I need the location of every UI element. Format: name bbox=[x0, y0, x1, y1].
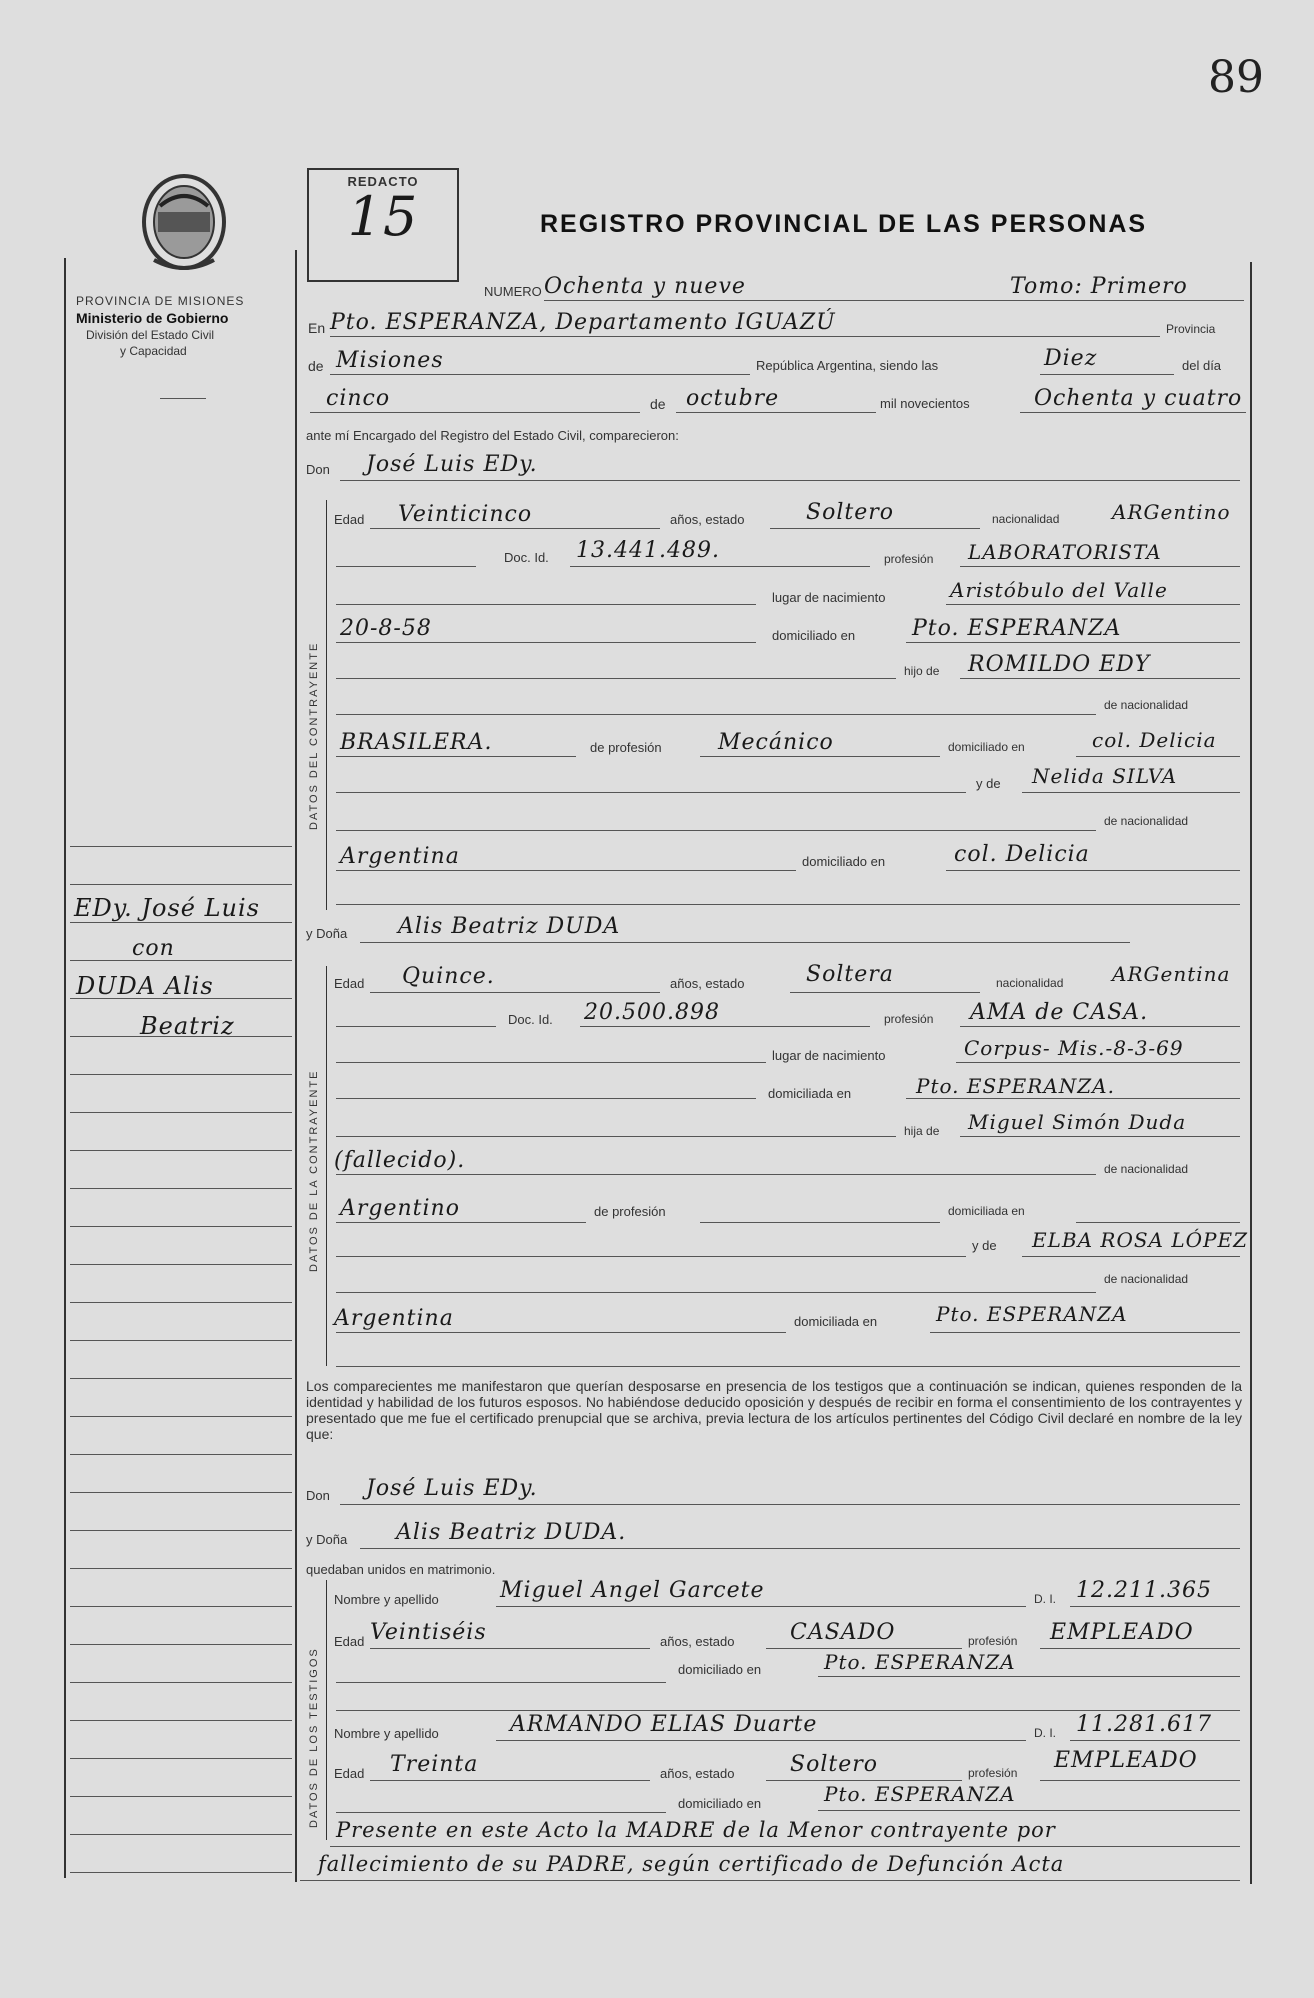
page-number: 89 bbox=[1208, 52, 1264, 103]
t1-profesion: EMPLEADO bbox=[1050, 1620, 1194, 1645]
t1-estado: CASADO bbox=[790, 1620, 896, 1645]
rule bbox=[340, 1504, 1240, 1505]
t2-domicilio: Pto. ESPERANZA bbox=[824, 1782, 1016, 1806]
rule bbox=[336, 830, 1096, 831]
note-rule bbox=[70, 1606, 292, 1607]
hora-value: Diez bbox=[1044, 346, 1098, 371]
f-y-de-label: y de bbox=[972, 1238, 997, 1253]
margin-note-line: con bbox=[132, 936, 175, 961]
division-label: División del Estado Civil bbox=[86, 328, 215, 342]
c-domicilio: Pto. ESPERANZA bbox=[912, 616, 1122, 641]
c-de-nac-label: de nacionalidad bbox=[1104, 698, 1189, 712]
t2-di-label: D. I. bbox=[1034, 1726, 1057, 1740]
rule bbox=[496, 1606, 1026, 1607]
en-label: En bbox=[308, 320, 326, 336]
provincia-label: Provincia bbox=[1166, 322, 1216, 336]
rule bbox=[360, 942, 1130, 943]
rule bbox=[340, 480, 1240, 481]
c-nacionalidad: ARGentino bbox=[1112, 500, 1231, 524]
unidos-text: quedaban unidos en matrimonio. bbox=[306, 1562, 496, 1577]
contrayenta-side-label: DATOS DE LA CONTRAYENTE bbox=[308, 1069, 320, 1272]
rule bbox=[1076, 1222, 1240, 1223]
decl-don: José Luis EDy. bbox=[366, 1476, 538, 1501]
rule bbox=[330, 374, 750, 375]
c-doc-label: Doc. Id. bbox=[504, 550, 549, 565]
f-de-nac-label: de nacionalidad bbox=[1104, 1162, 1189, 1176]
rule bbox=[818, 1810, 1240, 1811]
f-profesion: AMA de CASA. bbox=[970, 1000, 1149, 1025]
don-label: Don bbox=[306, 462, 330, 477]
rule bbox=[336, 1098, 756, 1099]
note-rule bbox=[70, 1416, 292, 1417]
right-border bbox=[1250, 262, 1252, 1884]
mes-value: octubre bbox=[686, 386, 780, 411]
rule bbox=[1070, 1606, 1240, 1607]
f-de-nac-label-2: de nacionalidad bbox=[1104, 1272, 1189, 1286]
en-value: Pto. ESPERANZA, Departamento IGUAZÚ bbox=[330, 310, 836, 335]
rule bbox=[1070, 1740, 1240, 1741]
f-madre-nac: Argentina bbox=[334, 1306, 454, 1331]
tomo-value: Tomo: Primero bbox=[1010, 274, 1188, 299]
f-padre-dom-label: domiciliada en bbox=[948, 1204, 1025, 1218]
rule bbox=[336, 566, 476, 567]
f-domiciliada-label: domiciliada en bbox=[768, 1086, 852, 1101]
del-dia-label: del día bbox=[1182, 358, 1222, 373]
rule bbox=[336, 714, 1096, 715]
rule bbox=[700, 1222, 940, 1223]
c-doc: 13.441.489. bbox=[576, 538, 720, 563]
registry-title: REGISTRO PROVINCIAL DE LAS PERSONAS bbox=[540, 210, 1148, 238]
rule bbox=[580, 1026, 870, 1027]
note-rule bbox=[70, 1074, 292, 1075]
margin-note-line: EDy. José Luis bbox=[74, 894, 260, 922]
rule bbox=[336, 1366, 1240, 1367]
rule bbox=[960, 1136, 1240, 1137]
rule bbox=[544, 300, 1244, 301]
f-nacionalidad-label: nacionalidad bbox=[996, 976, 1064, 990]
t1-profesion-label: profesión bbox=[968, 1634, 1018, 1648]
note-rule bbox=[70, 1302, 292, 1303]
t1-di-label: D. I. bbox=[1034, 1592, 1057, 1606]
rule bbox=[310, 412, 640, 413]
note-rule bbox=[70, 846, 292, 847]
note-rule bbox=[70, 1150, 292, 1151]
c-lugar-label: lugar de nacimiento bbox=[772, 590, 886, 605]
t1-domicilio: Pto. ESPERANZA bbox=[824, 1650, 1016, 1674]
rule bbox=[336, 678, 896, 679]
redacto-label: REDACTO bbox=[347, 174, 419, 189]
ante-text: ante mí Encargado del Registro del Estado Civil, comparecieron: bbox=[306, 428, 679, 443]
f-profesion-label: profesión bbox=[884, 1012, 934, 1026]
note-rule bbox=[70, 1644, 292, 1645]
rule bbox=[336, 756, 576, 757]
c-domiciliado-label: domiciliado en bbox=[772, 628, 856, 643]
rule bbox=[336, 870, 796, 871]
rule bbox=[336, 1812, 666, 1813]
c-nacionalidad-label: nacionalidad bbox=[992, 512, 1060, 526]
t1-nombre: Miguel Angel Garcete bbox=[500, 1578, 765, 1603]
de-mes-label: de bbox=[650, 396, 666, 412]
mil-novecientos-label: mil novecientos bbox=[880, 396, 970, 411]
f-madre-dom: Pto. ESPERANZA bbox=[936, 1302, 1128, 1326]
f-padre-nac: Argentino bbox=[340, 1196, 460, 1221]
c-padre-prof: Mecánico bbox=[718, 730, 834, 755]
rule bbox=[1040, 374, 1174, 375]
f-domicilio: Pto. ESPERANZA. bbox=[916, 1074, 1115, 1098]
redacto-box bbox=[307, 168, 459, 282]
rule bbox=[336, 1332, 786, 1333]
rule bbox=[906, 642, 1240, 643]
numero-value: Ochenta y nueve bbox=[544, 274, 746, 299]
c-lugar: Aristóbulo del Valle bbox=[950, 578, 1168, 602]
rule bbox=[336, 1710, 1240, 1711]
rule bbox=[370, 1648, 650, 1649]
note-rule bbox=[70, 1834, 292, 1835]
margin-note-line: DUDA Alis bbox=[76, 972, 214, 1000]
f-lugar-label: lugar de nacimiento bbox=[772, 1048, 886, 1063]
c-edad-label: Edad bbox=[334, 512, 365, 527]
f-doc: 20.500.898 bbox=[584, 1000, 720, 1025]
rule bbox=[1020, 412, 1246, 413]
c-edad: Veinticinco bbox=[398, 502, 533, 527]
note-rule bbox=[70, 1264, 292, 1265]
rule bbox=[960, 566, 1240, 567]
dona-label: y Doña bbox=[306, 926, 348, 941]
rule bbox=[1022, 792, 1240, 793]
c-padre-dom: col. Delicia bbox=[1092, 728, 1217, 752]
c-profesion: LABORATORISTA bbox=[968, 540, 1162, 564]
rule bbox=[336, 1136, 896, 1137]
note-rule bbox=[70, 1454, 292, 1455]
note-rule bbox=[70, 1112, 292, 1113]
contrayenta-bracket bbox=[326, 966, 327, 1366]
t1-anios-estado: años, estado bbox=[660, 1634, 735, 1649]
rule bbox=[1022, 1256, 1240, 1257]
rule bbox=[946, 604, 1240, 605]
c-estado: Soltero bbox=[806, 500, 894, 525]
t2-edad: Treinta bbox=[390, 1752, 479, 1777]
f-madre-dom-label: domiciliada en bbox=[794, 1314, 878, 1329]
rule bbox=[336, 1062, 766, 1063]
rule bbox=[956, 1062, 1240, 1063]
rule bbox=[676, 412, 876, 413]
t1-di: 12.211.365 bbox=[1076, 1578, 1212, 1603]
anio-value: Ochenta y cuatro bbox=[1034, 386, 1243, 411]
de-label: de bbox=[308, 358, 324, 374]
note-rule bbox=[70, 1378, 292, 1379]
declaration-paragraph: Los comparecientes me manifestaron que querían desposarse en presencia de los testigos que a continuación se indican, quienes responden de la identidad y habilidad de los futuros esposos. No habiéndose deducido oposición y después de recibir en forma el consentimiento de los contrayentes y presentado que me fue el certificado prenupcial que se archiva, previa lectura de los artículos pertinentes del Código Civil declaré en nombre de la ley que: bbox=[306, 1378, 1242, 1442]
note-rule bbox=[70, 1796, 292, 1797]
rule bbox=[370, 528, 660, 529]
t1-edad-label: Edad bbox=[334, 1634, 365, 1649]
rule bbox=[960, 1026, 1240, 1027]
t2-estado: Soltero bbox=[790, 1752, 878, 1777]
rule bbox=[336, 1256, 966, 1257]
rule bbox=[1076, 756, 1240, 757]
note-rule bbox=[70, 1568, 292, 1569]
provincia-value: Misiones bbox=[336, 348, 444, 373]
f-edad-label: Edad bbox=[334, 976, 365, 991]
ministry-label: Ministerio de Gobierno bbox=[76, 310, 229, 326]
t2-domiciliado-label: domiciliado en bbox=[678, 1796, 762, 1811]
note-rule bbox=[70, 1758, 292, 1759]
rule bbox=[570, 566, 870, 567]
c-padre: ROMILDO EDY bbox=[968, 652, 1151, 677]
f-edad: Quince. bbox=[402, 964, 495, 989]
rule bbox=[336, 1026, 496, 1027]
rule bbox=[1040, 1780, 1240, 1781]
province-label: PROVINCIA DE MISIONES bbox=[76, 294, 245, 308]
t2-profesion: EMPLEADO bbox=[1054, 1748, 1198, 1773]
margin-note-line: Beatriz bbox=[140, 1012, 235, 1040]
c-anios-estado: años, estado bbox=[670, 512, 745, 527]
republica-text: República Argentina, siendo las bbox=[756, 358, 939, 373]
note-rule bbox=[70, 1720, 292, 1721]
rule bbox=[336, 1222, 586, 1223]
t2-nombre-label: Nombre y apellido bbox=[334, 1726, 439, 1741]
rule bbox=[1040, 1648, 1240, 1649]
note-line-1: Presente en este Acto la MADRE de la Menor contrayente por bbox=[336, 1818, 1056, 1842]
rule bbox=[336, 604, 756, 605]
redacto-mark: 15 bbox=[347, 185, 419, 248]
c-fecha: 20-8-58 bbox=[340, 616, 432, 641]
rule bbox=[336, 792, 966, 793]
note-rule bbox=[70, 1530, 292, 1531]
numero-label: NUMERO bbox=[484, 284, 542, 299]
note-rule bbox=[70, 960, 292, 961]
decl-don-label: Don bbox=[306, 1488, 330, 1503]
t1-edad: Veintiséis bbox=[370, 1620, 487, 1645]
c-de-profesion-label: de profesión bbox=[590, 740, 662, 755]
rule bbox=[336, 1174, 1096, 1175]
rule bbox=[336, 904, 1240, 905]
testigos-bracket bbox=[326, 1580, 327, 1840]
column-divider bbox=[295, 250, 297, 1882]
testigos-side-label: DATOS DE LOS TESTIGOS bbox=[308, 1647, 320, 1828]
rule bbox=[336, 1682, 666, 1683]
dona-value: Alis Beatriz DUDA bbox=[398, 914, 621, 939]
f-anios-estado: años, estado bbox=[670, 976, 745, 991]
rule bbox=[370, 1780, 650, 1781]
t2-di: 11.281.617 bbox=[1076, 1712, 1212, 1737]
c-de-nac-label-2: de nacionalidad bbox=[1104, 814, 1189, 828]
f-estado: Soltera bbox=[806, 962, 894, 987]
f-lugar: Corpus- Mis.-8-3-69 bbox=[964, 1036, 1184, 1060]
f-fallecido: (fallecido). bbox=[334, 1148, 466, 1173]
rule bbox=[336, 1292, 1096, 1293]
rule bbox=[770, 528, 980, 529]
f-doc-label: Doc. Id. bbox=[508, 1012, 553, 1027]
decl-dona: Alis Beatriz DUDA. bbox=[396, 1520, 627, 1545]
f-nacionalidad: ARGentina bbox=[1112, 962, 1231, 986]
rule bbox=[330, 336, 1160, 337]
c-padre-nac: BRASILERA. bbox=[340, 730, 493, 755]
rule bbox=[330, 1846, 1240, 1847]
decl-dona-label: y Doña bbox=[306, 1532, 348, 1547]
c-profesion-label: profesión bbox=[884, 552, 934, 566]
c-madre-dom: col. Delicia bbox=[954, 842, 1090, 867]
t2-anios-estado: años, estado bbox=[660, 1766, 735, 1781]
c-hijo-label: hijo de bbox=[904, 664, 940, 678]
rule bbox=[370, 992, 660, 993]
rule bbox=[300, 1880, 1240, 1881]
note-line-2: fallecimiento de su PADRE, según certificado de Defunción Acta bbox=[318, 1852, 1065, 1876]
dia-value: cinco bbox=[326, 386, 391, 411]
contrayente-bracket bbox=[326, 500, 327, 910]
rule bbox=[906, 1098, 1240, 1099]
note-rule bbox=[70, 1188, 292, 1189]
t2-profesion-label: profesión bbox=[968, 1766, 1018, 1780]
f-padre: Miguel Simón Duda bbox=[968, 1110, 1187, 1134]
note-rule bbox=[70, 1492, 292, 1493]
t2-nombre: ARMANDO ELIAS Duarte bbox=[510, 1712, 818, 1737]
t2-edad-label: Edad bbox=[334, 1766, 365, 1781]
rule bbox=[700, 756, 940, 757]
rule bbox=[336, 642, 756, 643]
note-rule bbox=[70, 1226, 292, 1227]
note-rule bbox=[70, 1872, 292, 1873]
c-y-de-label: y de bbox=[976, 776, 1001, 791]
f-madre: ELBA ROSA LÓPEZ bbox=[1032, 1228, 1248, 1252]
rule bbox=[818, 1676, 1240, 1677]
capacity-label: y Capacidad bbox=[120, 344, 187, 358]
rule bbox=[946, 870, 1240, 871]
note-rule bbox=[70, 922, 292, 923]
t1-domiciliado-label: domiciliado en bbox=[678, 1662, 762, 1677]
c-madre-nac: Argentina bbox=[340, 844, 460, 869]
provincial-seal-icon bbox=[138, 172, 230, 276]
left-margin-line bbox=[64, 258, 66, 1878]
c-padre-dom-label: domiciliado en bbox=[948, 740, 1025, 754]
don-value: José Luis EDy. bbox=[366, 452, 538, 477]
contrayente-side-label: DATOS DEL CONTRAYENTE bbox=[308, 641, 320, 830]
rule bbox=[930, 1332, 1240, 1333]
t1-nombre-label: Nombre y apellido bbox=[334, 1592, 439, 1607]
c-madre-dom-label: domiciliado en bbox=[802, 854, 886, 869]
note-rule bbox=[70, 1340, 292, 1341]
heading-rule bbox=[160, 398, 206, 399]
f-de-profesion-label: de profesión bbox=[594, 1204, 666, 1219]
rule bbox=[360, 1548, 1240, 1549]
c-madre: Nelida SILVA bbox=[1032, 764, 1178, 788]
f-hija-label: hija de bbox=[904, 1124, 940, 1138]
note-rule bbox=[70, 1682, 292, 1683]
rule bbox=[766, 1780, 962, 1781]
rule bbox=[960, 678, 1240, 679]
rule bbox=[496, 1740, 1026, 1741]
rule bbox=[766, 1648, 962, 1649]
note-rule bbox=[70, 884, 292, 885]
rule bbox=[790, 992, 980, 993]
